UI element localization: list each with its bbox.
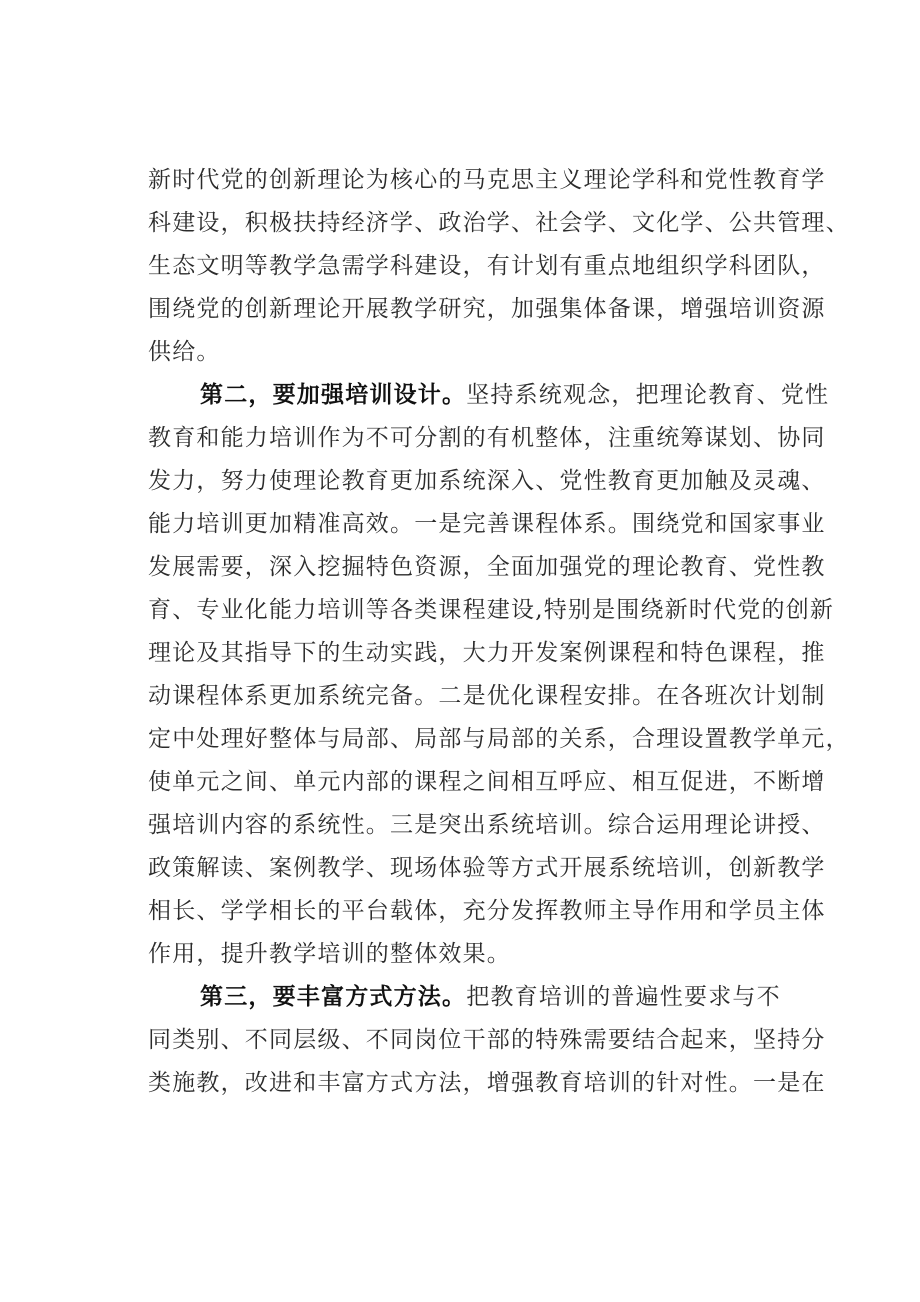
paragraph-2-line-9: 定中处理好整体与局部、局部与局部的关系，合理设置教学单元， [148, 726, 850, 752]
paragraph-2-line-12: 政策解读、案例教学、现场体验等方式开展系统培训，创新教学 [148, 855, 826, 881]
paragraph-1-line-3: 生态文明等教学急需学科建设，有计划有重点地组织学科团队， [148, 253, 826, 279]
paragraph-2-line-4: 能力培训更加精准高效。一是完善课程体系。围绕党和国家事业 [148, 511, 826, 537]
paragraph-3-line-1 [148, 977, 781, 1017]
paragraph-2-line-11: 强培训内容的系统性。三是突出系统培训。综合运用理论讲授、 [148, 812, 826, 838]
paragraph-3-heading: 第三，要丰富方式方法。 [200, 983, 467, 1010]
paragraph-2-line-1 [148, 375, 829, 415]
paragraph-2-line-5: 发展需要，深入挖掘特色资源，全面加强党的理论教育、党性教 [148, 554, 826, 580]
paragraph-2-heading: 第二，要加强培训设计。 [200, 381, 467, 408]
paragraph-1-line-5: 供给。 [148, 339, 221, 365]
paragraph-2-line-6: 育、专业化能力培训等各类课程建设,特别是围绕新时代党的创新 [148, 597, 835, 623]
paragraph-3-line-2: 同类别、不同层级、不同岗位干部的特殊需要结合起来，坚持分 [148, 1027, 826, 1053]
paragraph-2-line-14: 作用，提升教学培训的整体效果。 [148, 941, 511, 967]
paragraph-1-line-1: 新时代党的创新理论为核心的马克思主义理论学科和党性教育学 [148, 167, 826, 193]
paragraph-2-line-2: 教育和能力培训作为不可分割的有机整体，注重统筹谋划、协同 [148, 425, 826, 451]
paragraph-2-line-13: 相长、学学相长的平台载体，充分发挥教师主导作用和学员主体 [148, 898, 826, 924]
paragraph-3-line-3: 类施教，改进和丰富方式方法，增强教育培训的针对性。一是在 [148, 1070, 826, 1096]
paragraph-2-line-8: 动课程体系更加系统完备。二是优化课程安排。在各班次计划制 [148, 683, 826, 709]
paragraph-1-line-2: 科建设，积极扶持经济学、政治学、社会学、文化学、公共管理、 [148, 210, 850, 236]
paragraph-2-line-10: 使单元之间、单元内部的课程之间相互呼应、相互促进，不断增 [148, 769, 826, 795]
paragraph-1-line-4: 围绕党的创新理论开展教学研究，加强集体备课，增强培训资源 [148, 296, 826, 322]
paragraph-2-line-7: 理论及其指导下的生动实践，大力开发案例课程和特色课程，推 [148, 640, 826, 666]
paragraph-2-line-1-text: 坚持系统观念，把理论教育、党性 [466, 382, 830, 408]
paragraph-2-line-3: 发力，努力使理论教育更加系统深入、党性教育更加触及灵魂、 [148, 468, 826, 494]
paragraph-3-line-1-text: 把教育培训的普遍性要求与不 [466, 984, 781, 1010]
